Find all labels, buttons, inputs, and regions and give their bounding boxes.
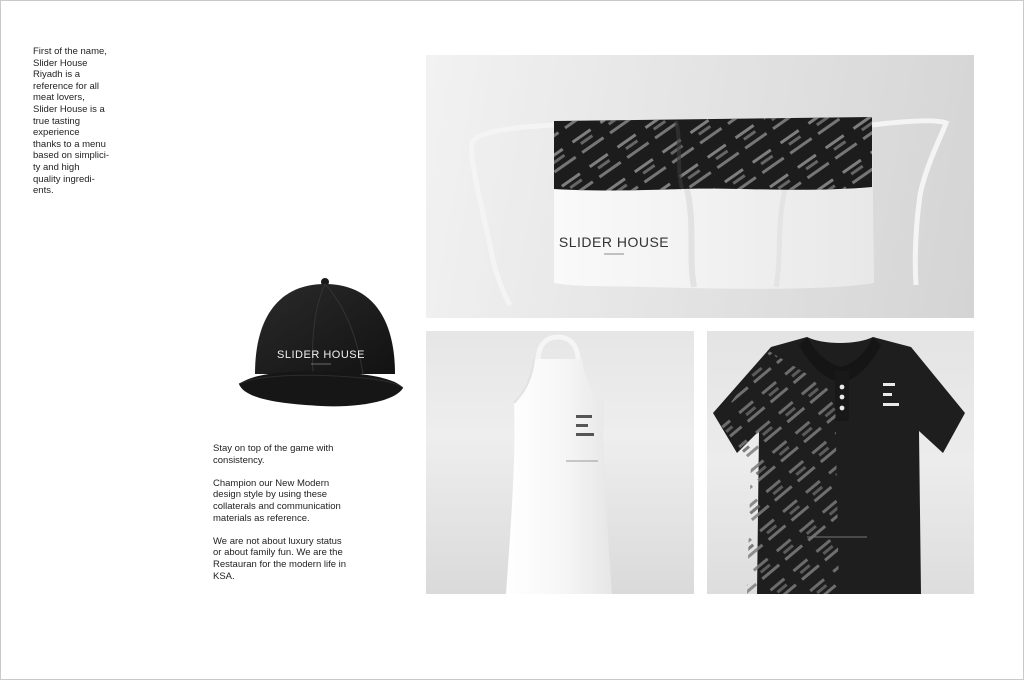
intro-line: Slider House is a (33, 103, 105, 115)
intro-line: experience (33, 127, 80, 139)
intro-line: ents. (33, 185, 54, 197)
intro-line: quality ingredi- (33, 173, 95, 185)
waist-apron-illustration (426, 55, 974, 318)
body-line: Restauran for the modern life in (213, 558, 347, 570)
polo-shirt-illustration (707, 331, 974, 594)
body-line: We are not about luxury status (213, 535, 342, 547)
bib-apron-illustration (426, 331, 694, 594)
body-line: or about family fun. We are the (213, 547, 343, 559)
cap-illustration (235, 276, 407, 410)
body-line: KSA. (213, 570, 235, 582)
intro-line: ty and high (33, 161, 80, 173)
body-line: consistency. (213, 454, 265, 466)
body-line: materials as reference. (213, 512, 310, 524)
body-paragraph (213, 478, 363, 524)
waist-apron-mockup (426, 55, 974, 318)
body-paragraph (213, 443, 363, 466)
apron-logo-text: SLIDER HOUSE (558, 234, 670, 250)
intro-line: Riyadh is a (33, 69, 80, 81)
cap-logo-text: SLIDER HOUSE (277, 349, 365, 361)
intro-line: reference for all (33, 80, 100, 92)
body-paragraph (213, 536, 363, 582)
intro-line: thanks to a menu (33, 138, 106, 150)
intro-line: First of the name, (33, 46, 107, 57)
intro-line: true tasting (33, 115, 80, 127)
cap-mockup (235, 276, 407, 410)
body-line: Champion our New Modern (213, 477, 330, 489)
intro-line: meat lovers, (33, 92, 85, 104)
body-line: collaterals and communication (213, 500, 341, 512)
bib-apron-mockup (426, 331, 694, 594)
intro-line: Slider House (33, 57, 88, 69)
body-line: Stay on top of the game with (213, 443, 334, 454)
body-text (213, 443, 363, 594)
polo-shirt-mockup (707, 331, 974, 594)
body-line: design style by using these (213, 489, 328, 501)
intro-text (33, 46, 115, 197)
intro-line: based on simplici- (33, 150, 110, 162)
